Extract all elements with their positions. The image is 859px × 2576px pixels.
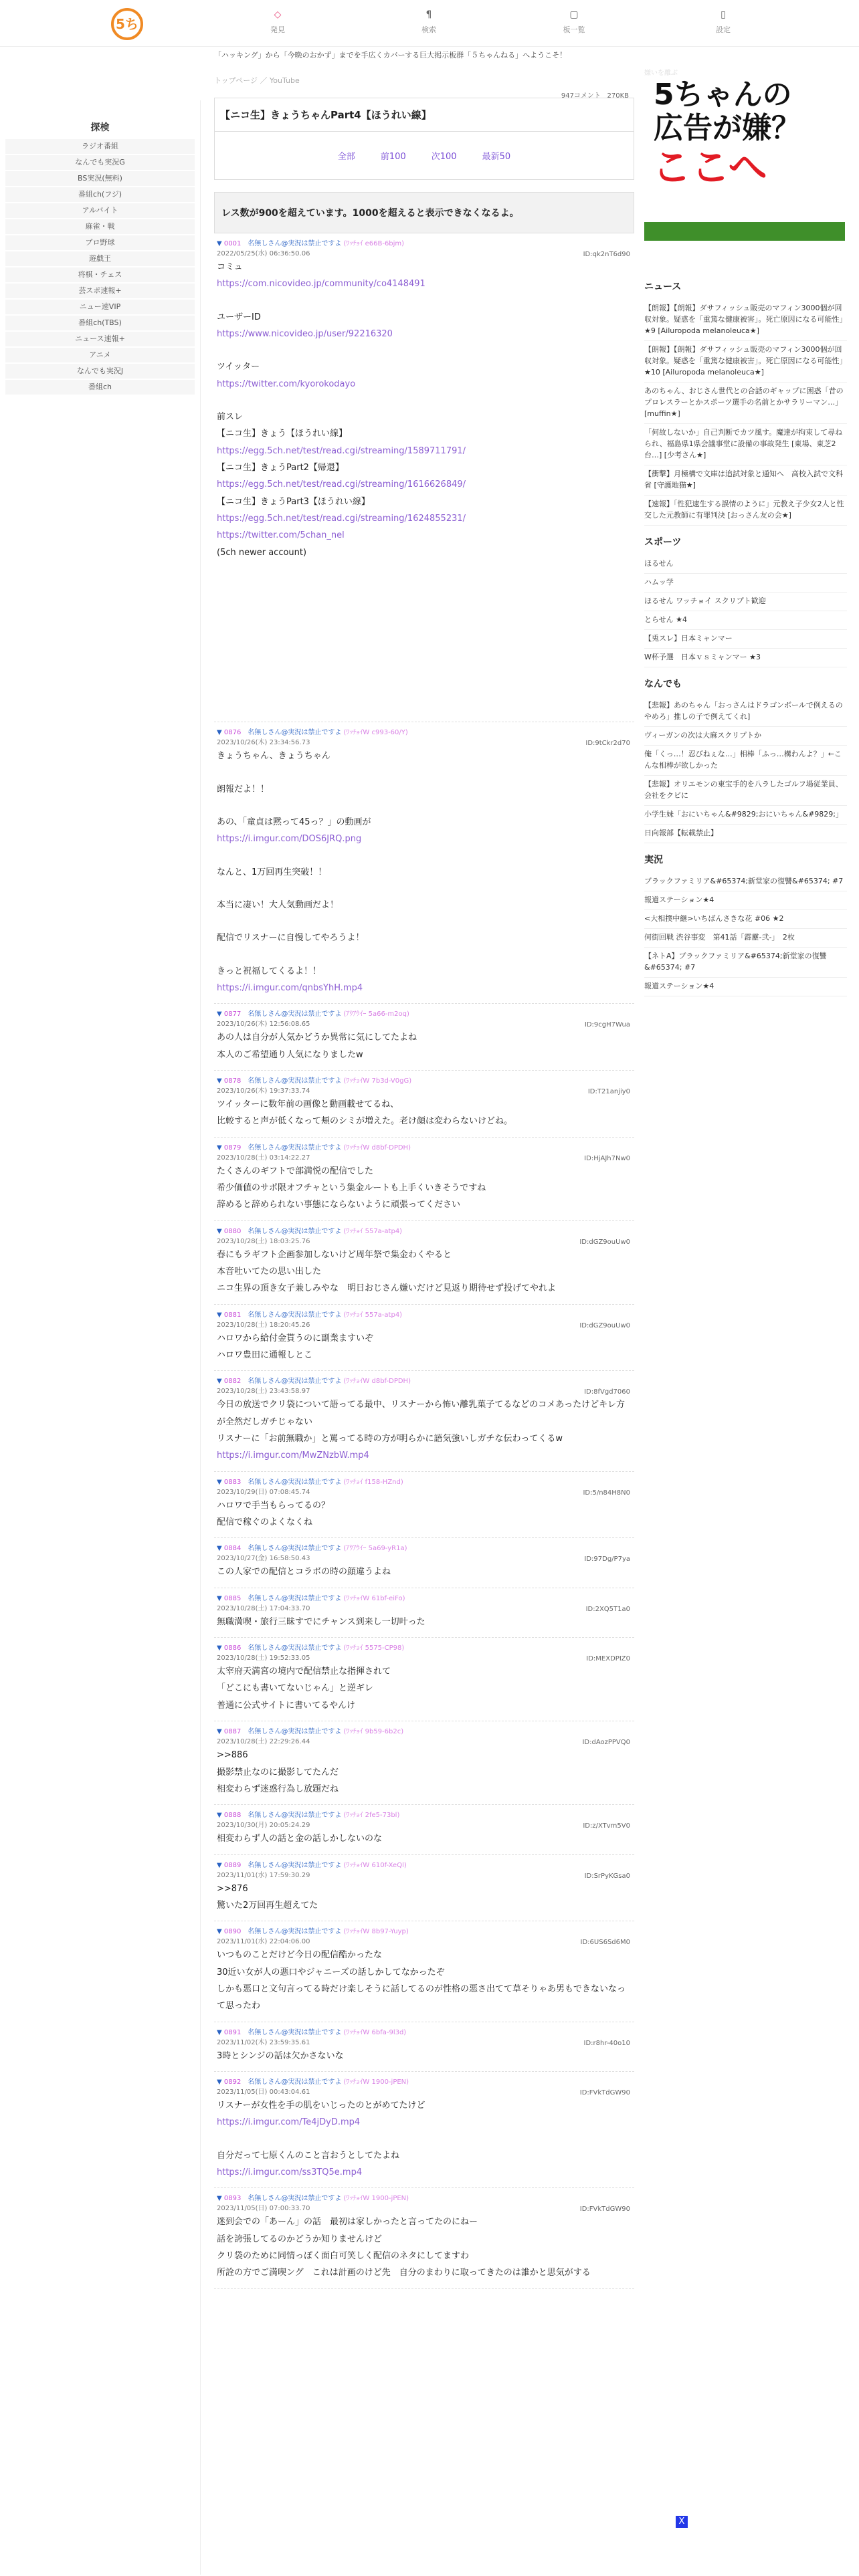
ad-small-text: 嫌いを離ぶ xyxy=(644,70,678,77)
post-date: 2023/10/30(月) 20:05:24.29 xyxy=(217,1822,310,1830)
post-text: 配信でリスナーに自慢してやろうよ！ xyxy=(217,933,365,944)
post-hash: (ﾜｯﾁｮｲW d8bf-DPDH) xyxy=(343,1144,411,1152)
post-hash: (ﾜｯﾁｮｲ 557a-atp4) xyxy=(343,1311,403,1319)
post-header: ▼ 0884 名無しさん@実況は禁止ですよ (ｱｳｱｳｲｰ 5a69-yR1a) xyxy=(217,1545,407,1553)
post-text: 本人のご希望通り人気になりましたw xyxy=(217,1049,363,1060)
post-name: 名無しさん@実況は禁止ですよ xyxy=(248,1478,342,1486)
post-text xyxy=(217,947,632,963)
post-header: ▼ 0892 名無しさん@実況は禁止ですよ (ﾜｯﾁｮｲW 1900-jPEN) xyxy=(217,2078,409,2086)
post-header: ▼ 0889 名無しさん@実況は禁止ですよ (ﾜｯﾁｮｲW 610f-XeQl) xyxy=(217,1861,407,1869)
pager-prev[interactable]: 前100 xyxy=(380,152,406,162)
sidebar-item[interactable]: 番組ch(フジ) xyxy=(5,187,195,202)
misc-item[interactable]: ヴィーガンの次は大麻スクリプトか xyxy=(644,727,847,746)
post-hash: (ｱｳｱｳｲｰ 5a69-yR1a) xyxy=(343,1545,407,1553)
post-text: 撮影禁止なのに撮影してたんだ xyxy=(217,1767,339,1778)
post-link[interactable]: https://i.imgur.com/ss3TQ5e.mp4 xyxy=(217,2167,363,2177)
ad-line1: 5ちゃんの xyxy=(654,78,792,112)
sidebar-item[interactable]: ラジオ番組 xyxy=(5,139,195,154)
post-text: 「どこにも書いてないじゃん」と逆ギレ xyxy=(217,1683,373,1694)
thread-main xyxy=(214,75,634,2576)
post-name: 名無しさん@実況は禁止ですよ xyxy=(248,1928,342,1936)
post-number[interactable]: 0889 xyxy=(223,1861,242,1869)
post-id[interactable]: ID:FVkTdGW90 xyxy=(579,2206,630,2214)
post-text: 【ニコ生】きょう【ほうれい線】 xyxy=(217,429,348,439)
thread-stats xyxy=(561,90,629,100)
post-item xyxy=(214,1805,634,1854)
post-name: 名無しさん@実況は禁止ですよ xyxy=(248,240,342,247)
ad-grass xyxy=(644,222,845,241)
post-date: 2023/10/28(土) 17:04:33.70 xyxy=(217,1604,310,1612)
thread-title: 【ニコ生】きょうちゃんPart4【ほうれい線】 xyxy=(214,98,634,132)
post-hash: (ﾜｯﾁｮｲ e66B-6bjm) xyxy=(343,240,405,247)
live-heading: 実況 xyxy=(644,855,663,865)
post-name: 名無しさん@実況は禁止ですよ xyxy=(248,2195,342,2203)
post-text: 所詮の方でご満喫ング これは計画のけど先 自分のまわりに取ってきたのは誰かと思気がする xyxy=(217,2268,591,2278)
post-number[interactable]: 0881 xyxy=(223,1311,242,1319)
post-hash: (ﾜｯﾁｮｲ 557a-atp4) xyxy=(343,1227,403,1235)
post-text: ツイッター xyxy=(217,362,260,372)
nav-settings[interactable]: ▯ 設定 xyxy=(696,9,750,35)
post-id[interactable]: ID:97Dg/P7ya xyxy=(584,1555,630,1564)
post-text: リスナーに「お前無職か」と罵ってる時の方が明らかに語気強いしガチな伝わってくるw xyxy=(217,1434,563,1444)
sidebar-item[interactable]: 麻雀・戦 xyxy=(5,219,195,234)
post-text: 相変わらず迷惑行為し放題だね xyxy=(217,1784,339,1794)
sidebar-item[interactable]: なんでも実況G xyxy=(5,155,195,170)
post-name: 名無しさん@実況は禁止ですよ xyxy=(248,2028,342,2036)
live-item[interactable]: 報道ステーション★4 xyxy=(644,891,847,910)
nav-boards[interactable]: ▢ 板一覧 xyxy=(547,9,601,35)
post-date: 2023/10/28(土) 19:52:33.05 xyxy=(217,1654,310,1662)
post-text: しかも悪口と文句言ってる時だけ楽しそうに話してるのが性格の悪さ出てて草そりゃあ男もできないなって思ったわ xyxy=(217,1983,626,2012)
post-id[interactable]: ID:FVkTdGW90 xyxy=(579,2088,630,2097)
thread-size: 270KB xyxy=(607,92,629,100)
breadcrumb xyxy=(214,75,634,90)
post-text: 希少価値のサポ限オフチャという集金ルートも上手くいきそうですね xyxy=(217,1182,486,1193)
breadcrumb-sep: ／ xyxy=(260,76,268,85)
sports-section xyxy=(644,535,847,667)
post-id[interactable]: ID:5/n84H8N0 xyxy=(583,1489,630,1497)
misc-item[interactable]: 【悲報】オリエモンの東宝手的を八ラしたゴルフ場従業員、会社をクビに xyxy=(644,776,847,806)
post-text: >>876 xyxy=(217,1883,248,1894)
post-text: きょうちゃん、きょうちゃん xyxy=(217,751,330,762)
post-item xyxy=(214,1371,634,1471)
post-text: (5ch newer account) xyxy=(217,547,307,558)
live-item[interactable]: <大相撲中継>いちばんさきな花 #06 ★2 xyxy=(644,910,847,929)
post-text: 本当に凄い！大人気動画だよ！ xyxy=(217,899,339,910)
breadcrumb-top[interactable]: トップページ xyxy=(214,76,258,85)
post-date: 2022/05/25(水) 06:36:50.06 xyxy=(217,250,310,257)
post-hash: (ﾜｯﾁｮｲW 61bf-eiFo) xyxy=(343,1594,405,1602)
post-link[interactable]: https://www.nicovideo.jp/user/92216320 xyxy=(217,329,393,340)
nav-discover[interactable]: ◇ 発見 xyxy=(251,9,304,35)
post-id[interactable]: ID:9cgH7Wua xyxy=(584,1021,630,1029)
sidebar-item[interactable]: アルバイト xyxy=(5,203,195,218)
sports-item[interactable]: 【兎スレ】日本ミャンマー xyxy=(644,630,847,649)
close-x-button[interactable]: X xyxy=(676,2516,688,2528)
search-icon: ¶ xyxy=(425,9,432,20)
post-item xyxy=(214,1638,634,1721)
post-id[interactable]: ID:9tCkr2d70 xyxy=(585,740,630,748)
sidebar-item[interactable]: なんでも実況J xyxy=(5,364,195,379)
misc-section xyxy=(644,677,847,843)
post-date: 2023/11/01(水) 17:59:30.29 xyxy=(217,1871,310,1879)
news-item[interactable]: 【衝撃】月極構で文庫は追試対象と通知へ 高校入試で文科省 [守護地猫★] xyxy=(644,465,847,496)
post-id[interactable]: ID:T21anjiy0 xyxy=(587,1087,630,1095)
post-item xyxy=(214,2022,634,2072)
post-header: ▼ 0887 名無しさん@実況は禁止ですよ (ﾜｯﾁｮｲ 9b59-6b2c) xyxy=(217,1728,404,1736)
post-number[interactable]: 0001 xyxy=(223,240,242,247)
pager-all[interactable]: 全部 xyxy=(337,152,355,162)
right-sidebar xyxy=(644,67,859,2576)
post-text: 比較すると声が低くなって頬のシミが増えた。老け顔は変わらないけどね。 xyxy=(217,1116,513,1127)
post-id[interactable]: ID:2XQ5T1a0 xyxy=(585,1605,630,1613)
post-text xyxy=(217,393,632,409)
post-name: 名無しさん@実況は禁止ですよ xyxy=(248,729,342,737)
post-number[interactable]: 0887 xyxy=(223,1728,242,1736)
post-list xyxy=(214,233,634,2289)
post-name: 名無しさん@実況は禁止ですよ xyxy=(248,1227,342,1235)
post-number[interactable]: 0890 xyxy=(223,1928,242,1936)
post-hash: (ﾜｯﾁｮｲ f158-HZnd) xyxy=(343,1478,403,1486)
post-item xyxy=(214,2188,634,2288)
post-text: 本音吐いてたの思い出した xyxy=(217,1267,322,1277)
post-header: ▼ 0879 名無しさん@実況は禁止ですよ (ﾜｯﾁｮｲW d8bf-DPDH) xyxy=(217,1144,411,1152)
post-name: 名無しさん@実況は禁止ですよ xyxy=(248,2078,342,2086)
live-item[interactable]: 何街回戦 渋谷事変 第41話「霹靂-弐-」 2枚 xyxy=(644,929,847,948)
post-hash: (ﾜｯﾁｮｲW 1900-jPEN) xyxy=(343,2078,409,2086)
post-item xyxy=(214,2072,634,2188)
post-text xyxy=(217,798,632,814)
post-text: ハロワで手当もらってるの？ xyxy=(217,1500,330,1511)
post-hash: (ﾜｯﾁｮｲW 8b97-Yuyp) xyxy=(343,1928,409,1936)
sidebar-item[interactable]: 番組ch xyxy=(5,380,195,395)
post-text: いつものことだけど今日の配信酷かったな xyxy=(217,1950,383,1961)
post-id[interactable]: ID:dGZ9ouUw0 xyxy=(579,1238,630,1246)
post-link[interactable]: https://i.imgur.com/DOS6JRQ.png xyxy=(217,834,362,845)
post-text: 3時とシンジの話は欠かさないな xyxy=(217,2050,344,2061)
post-item xyxy=(214,1221,634,1305)
post-text: 30近い女が人の悪口やジャニーズの話しかしてなかったぞ xyxy=(217,1967,445,1977)
left-sidebar xyxy=(0,100,201,2575)
post-item xyxy=(214,722,634,1004)
misc-item[interactable]: 小学生妹「おにいちゃん&#9829;おにいちゃん&#9829;」 xyxy=(644,806,847,825)
post-text: ユーザーID xyxy=(217,312,261,322)
news-item[interactable]: あのちゃん、おじさん世代との合話のギャップに困惑「昔のプロレスラーとかスポーツ選手の名前とかサラリーマン…」 [muffin★] xyxy=(644,383,847,424)
pager xyxy=(214,132,634,180)
sidebar-item[interactable]: 将棋・チェス xyxy=(5,267,195,282)
post-header: ▼ 0001 名無しさん@実況は禁止ですよ (ﾜｯﾁｮｲ e66B-6bjm) xyxy=(217,240,405,247)
post-text: >>886 xyxy=(217,1750,248,1761)
post-item xyxy=(214,1721,634,1805)
post-name: 名無しさん@実況は禁止ですよ xyxy=(248,1728,342,1736)
post-item xyxy=(214,1538,634,1588)
post-date: 2023/10/29(日) 07:08:45.74 xyxy=(217,1488,310,1496)
post-date: 2023/10/26(木) 23:34:56.73 xyxy=(217,739,310,747)
post-header: ▼ 0878 名無しさん@実況は禁止ですよ (ﾜｯﾁｮｲW 7b3d-V0gG) xyxy=(217,1077,412,1085)
post-text xyxy=(217,2131,632,2147)
post-link[interactable]: https://twitter.com/5chan_nel xyxy=(217,530,345,541)
sports-item[interactable]: W杯予選 日本ｖｓミャンマー ★3 xyxy=(644,649,847,667)
post-link[interactable]: https://i.imgur.com/qnbsYhH.mp4 xyxy=(217,982,363,993)
post-id[interactable]: ID:z/XTvm5V0 xyxy=(583,1822,630,1830)
misc-item[interactable]: 日向報部【転載禁止】 xyxy=(644,825,847,843)
post-text: ニコ生界の頂き女子兼しみやな 明日おじさん嫌いだけど見返り期待せず投げてやれよ xyxy=(217,1283,557,1294)
post-text: 配信で稼ぐのよくなくね xyxy=(217,1517,313,1528)
post-header: ▼ 0876 名無しさん@実況は禁止ですよ (ﾜｯﾁｮｲW c993-60/Y) xyxy=(217,729,408,737)
post-header: ▼ 0883 名無しさん@実況は禁止ですよ (ﾜｯﾁｮｲ f158-HZnd) xyxy=(217,1478,403,1486)
post-text: あの人は自分が人気かどうか異常に気にしてたよね xyxy=(217,1033,417,1043)
misc-heading: なんでも xyxy=(644,679,682,689)
post-id[interactable]: ID:r8hr-40o10 xyxy=(583,2039,630,2047)
post-item xyxy=(214,1138,634,1221)
discover-icon: ◇ xyxy=(274,9,282,20)
post-date: 2023/10/28(土) 03:14:22.27 xyxy=(217,1154,310,1162)
sidebar-heading: 探検 xyxy=(90,122,110,133)
post-text: リスナーが女性を手の肌をいじったのとがめてたけど xyxy=(217,2100,425,2111)
post-number[interactable]: 0888 xyxy=(223,1812,242,1820)
boards-icon: ▢ xyxy=(569,9,579,20)
post-hash: (ﾜｯﾁｮｲ 9b59-6b2c) xyxy=(343,1728,404,1736)
post-text: 話を誇張してるのかどうか知りませんけど xyxy=(217,2234,383,2244)
pager-next[interactable]: 次100 xyxy=(431,152,457,162)
post-text: 太宰府天満宮の境内で配信禁止な指揮されて xyxy=(217,1667,391,1677)
post-text: 普通に公式サイトに書いてるやんけ xyxy=(217,1700,356,1711)
sports-item[interactable]: ほるせん ワッチョイ スクリプト歓迎 xyxy=(644,593,847,611)
post-text: ハロワから給付金貰うのに副業ますいぞ xyxy=(217,1333,374,1344)
post-number[interactable]: 0883 xyxy=(223,1478,242,1486)
sidebar-item[interactable]: アニメ xyxy=(5,348,195,362)
post-hash: (ﾜｯﾁｮｲ 2fe5-73bl) xyxy=(343,1812,400,1820)
post-name: 名無しさん@実況は禁止ですよ xyxy=(248,1010,342,1018)
post-name: 名無しさん@実況は禁止ですよ xyxy=(248,1378,342,1386)
post-text: あの、「童貞は黙って45っ？」の動画が xyxy=(217,817,371,827)
misc-item[interactable]: 【悲報】あのちゃん「おっさんはドラゴンボールで例えるのやめろ」推しの子で例えてくれ] xyxy=(644,697,847,727)
post-text: 相変わらず人の話と金の話しかしないのな xyxy=(217,1834,383,1844)
post-text xyxy=(217,848,632,864)
post-number[interactable]: 0892 xyxy=(223,2078,242,2086)
live-item[interactable]: ブラックファミリア&#65374;新堂家の復讐&#65374; #7 xyxy=(644,873,847,891)
post-text: 無職満喫・旅行三昧すでにチャンス到来し一切叶った xyxy=(217,1616,425,1627)
post-item xyxy=(214,1071,634,1138)
ad-line2: 広告が嫌？ xyxy=(654,111,801,145)
post-id[interactable]: ID:8fVgd7060 xyxy=(584,1388,630,1396)
post-date: 2023/10/26(木) 19:37:33.74 xyxy=(217,1087,310,1095)
post-text: 春にもラギフト企画参加しないけど周年祭で集金わくやると xyxy=(217,1249,452,1260)
post-date: 2023/10/28(土) 22:29:26.44 xyxy=(217,1738,310,1746)
breadcrumb-board[interactable]: YouTube xyxy=(270,76,300,85)
post-text: コミュ xyxy=(217,262,243,272)
post-number[interactable]: 0879 xyxy=(223,1144,242,1152)
pager-latest[interactable]: 最新50 xyxy=(482,152,511,162)
post-date: 2023/11/02(木) 23:59:35.61 xyxy=(217,2038,310,2046)
post-hash: (ﾜｯﾁｮｲW 7b3d-V0gG) xyxy=(343,1077,412,1085)
live-item[interactable]: 【ネトA】ブラックファミリア&#65374;新堂家の復讐&#65374; #7 xyxy=(644,948,847,978)
post-hash: (ﾜｯﾁｮｲW 1900-jPEN) xyxy=(343,2195,409,2203)
post-text xyxy=(217,342,632,358)
news-item[interactable]: 「何故しないか」自己判断でカツ風す。魔達が拘束して尋ねられ、福島県1県会議事堂に設備の事故発生 [東場、東芝2台…] [少考さん★] xyxy=(644,424,847,465)
post-header: ▼ 0877 名無しさん@実況は禁止ですよ (ｱｳｱｳｲｰ 5a66-m2oq) xyxy=(217,1010,409,1018)
post-hash: (ﾜｯﾁｮｲW 610f-XeQl) xyxy=(343,1861,407,1869)
post-text xyxy=(217,914,632,930)
post-item xyxy=(214,1472,634,1539)
misc-item[interactable]: 俺「くっ…！忍びねぇな…」相棒「ふっ…構わんよ？」←こんな相棒が欲しかった xyxy=(644,746,847,776)
post-link[interactable]: https://egg.5ch.net/test/read.cgi/streaming/1616626849/ xyxy=(217,479,466,490)
post-number[interactable]: 0880 xyxy=(223,1227,242,1235)
post-link[interactable]: https://i.imgur.com/MwZNzbW.mp4 xyxy=(217,1451,369,1461)
post-hash: (ﾜｯﾁｮｲW d8bf-DPDH) xyxy=(343,1378,411,1386)
sports-heading: スポーツ xyxy=(644,537,682,548)
post-date: 2023/11/05(日) 07:00:33.70 xyxy=(217,2205,310,2213)
post-item xyxy=(214,1588,634,1638)
post-header: ▼ 0886 名無しさん@実況は禁止ですよ (ﾜｯﾁｮｲ 5575-CP98) xyxy=(217,1644,405,1652)
post-number[interactable]: 0876 xyxy=(223,729,242,737)
post-text: 辞めると辞められない事態にならないように頑張ってください xyxy=(217,1200,461,1210)
live-section xyxy=(644,853,847,996)
post-text: 今日の放送でクリ袋について語ってる最中、リスナーから怖い離乳菓子てるなどのコメあったけどキレ方が全然だしガチじゃない xyxy=(217,1400,625,1427)
post-hash: (ﾜｯﾁｮｲW 6bfa-9l3d) xyxy=(343,2028,407,2036)
site-logo[interactable]: 5ち xyxy=(111,8,143,40)
post-hash: (ｱｳｱｳｲｰ 5a66-m2oq) xyxy=(343,1010,409,1018)
post-number[interactable]: 0882 xyxy=(223,1378,242,1386)
post-date: 2023/11/01(水) 22:04:06.00 xyxy=(217,1938,310,1946)
post-id[interactable]: ID:MEXDPIZ0 xyxy=(586,1655,630,1663)
post-date: 2023/10/27(金) 16:58:50.43 xyxy=(217,1555,310,1563)
post-text: たくさんのギフトで部満悦の配信でした xyxy=(217,1166,374,1176)
sidebar-item[interactable]: ニュース速報+ xyxy=(5,332,195,346)
post-number[interactable]: 0886 xyxy=(223,1644,242,1652)
sports-item[interactable]: ほるせん xyxy=(644,555,847,574)
post-hash: (ﾜｯﾁｮｲ 5575-CP98) xyxy=(343,1644,405,1652)
sports-item[interactable]: ハムッ学 xyxy=(644,574,847,593)
post-text: 驚いた2万回再生超えてた xyxy=(217,1900,318,1911)
news-item[interactable]: 【朗報】【朗報】ダサフィッシュ販売のマフィン3000個が回収対象。疑惑を「重篤な健康被害」。死亡原因になる可能性」★9 [Ailuropoda melanoleuca★] xyxy=(644,300,847,341)
post-header: ▼ 0888 名無しさん@実況は禁止ですよ (ﾜｯﾁｮｲ 2fe5-73bl) xyxy=(217,1812,400,1820)
post-id[interactable]: ID:dAozPPVQ0 xyxy=(582,1739,630,1747)
post-link[interactable]: https://i.imgur.com/Te4jDyD.mp4 xyxy=(217,2117,361,2128)
post-id[interactable]: ID:6US6Sd6M0 xyxy=(580,1939,630,1947)
news-item[interactable]: 【朗報】【朗報】ダサフィッシュ販売のマフィン3000個が回収対象。疑惑を「重篤な健康被害」。死亡原因になる可能性」★10 [Ailuropoda melanoleuca★] xyxy=(644,341,847,383)
post-date: 2023/10/28(土) 18:03:25.76 xyxy=(217,1237,310,1245)
post-link[interactable]: https://egg.5ch.net/test/read.cgi/streaming/1624855231/ xyxy=(217,514,466,524)
post-number[interactable]: 0877 xyxy=(223,1010,242,1018)
post-text: 朗報だよ！！ xyxy=(217,784,270,794)
post-name: 名無しさん@実況は禁止ですよ xyxy=(248,1861,342,1869)
post-header: ▼ 0882 名無しさん@実況は禁止ですよ (ﾜｯﾁｮｲW d8bf-DPDH) xyxy=(217,1378,411,1386)
nav-search[interactable]: ¶ 検索 xyxy=(402,9,456,35)
sidebar-item[interactable]: BS実況(無料) xyxy=(5,171,195,186)
post-number[interactable]: 0893 xyxy=(223,2195,242,2203)
sports-item[interactable]: とらせん ★4 xyxy=(644,611,847,630)
post-link[interactable]: https://com.nicovideo.jp/community/co4148491 xyxy=(217,279,425,290)
post-text: 【ニコ生】きょうPart3【ほうれい線】 xyxy=(217,496,370,507)
post-id[interactable]: ID:qk2nT6d90 xyxy=(583,251,630,258)
post-item xyxy=(214,233,634,722)
comment-count: 947コメント xyxy=(561,92,601,100)
post-date: 2023/10/28(土) 18:20:45.26 xyxy=(217,1321,310,1329)
post-name: 名無しさん@実況は禁止ですよ xyxy=(248,1144,342,1152)
post-number[interactable]: 0884 xyxy=(223,1545,242,1553)
post-header: ▼ 0880 名無しさん@実況は禁止ですよ (ﾜｯﾁｮｲ 557a-atp4) xyxy=(217,1227,403,1235)
post-id[interactable]: ID:SrPyKGsa0 xyxy=(584,1872,630,1880)
post-text xyxy=(217,881,632,897)
post-name: 名無しさん@実況は禁止ですよ xyxy=(248,1644,342,1652)
post-text: 迷到会での「あーん」の話 最初は家しかったと言ってたのにねー xyxy=(217,2217,478,2228)
post-number[interactable]: 0885 xyxy=(223,1594,242,1602)
post-item xyxy=(214,1305,634,1372)
post-hash: (ﾜｯﾁｮｲW c993-60/Y) xyxy=(343,729,408,737)
post-date: 2023/10/28(土) 23:43:58.97 xyxy=(217,1388,310,1396)
post-text: きっと祝福してくるよ！！ xyxy=(217,966,322,976)
ad-banner[interactable] xyxy=(644,67,845,241)
post-number[interactable]: 0891 xyxy=(223,2028,242,2036)
top-bar xyxy=(0,0,859,47)
post-text: なんと、1万回再生突破！！ xyxy=(217,867,327,877)
post-item xyxy=(214,1004,634,1071)
news-item[interactable]: 【速報】「性犯逮生する誤情のように」元教え子少女2人と性交した元教師に有罪判決 [おっさん友の会★] xyxy=(644,496,847,526)
post-text: クリ袋のために同情っぽく面白可笑しく配信のネタにしてますわ xyxy=(217,2251,470,2261)
post-header: ▼ 0893 名無しさん@実況は禁止ですよ (ﾜｯﾁｮｲW 1900-jPEN) xyxy=(217,2195,409,2203)
post-name: 名無しさん@実況は禁止ですよ xyxy=(248,1311,342,1319)
limit-notice: レス数が900を超えています。1000を超えると表示できなくなるよ。 xyxy=(214,192,634,233)
sidebar-item[interactable]: 番組ch(TBS) xyxy=(5,316,195,330)
sidebar-item[interactable]: ニュー速VIP xyxy=(5,300,195,314)
post-name: 名無しさん@実況は禁止ですよ xyxy=(248,1812,342,1820)
post-spacer xyxy=(217,561,632,715)
post-header: ▼ 0881 名無しさん@実況は禁止ですよ (ﾜｯﾁｮｲ 557a-atp4) xyxy=(217,1311,403,1319)
post-id[interactable]: ID:HjAJh7Nw0 xyxy=(584,1154,630,1162)
live-item[interactable]: 報道ステーション★4 xyxy=(644,978,847,996)
post-text: 【ニコ生】きょうPart2【帰還】 xyxy=(217,463,344,473)
ad-line3: ここへ xyxy=(652,144,767,190)
news-section xyxy=(644,280,847,526)
news-heading: ニュース xyxy=(644,282,682,292)
post-text: 自分だって七原くんのこと言おうとしてたよね xyxy=(217,2150,400,2161)
post-item xyxy=(214,1855,634,1922)
post-item xyxy=(214,1921,634,2022)
post-text xyxy=(217,293,632,309)
post-text: 前スレ xyxy=(217,412,244,423)
post-header: ▼ 0890 名無しさん@実況は禁止ですよ (ﾜｯﾁｮｲW 8b97-Yuyp) xyxy=(217,1928,409,1936)
post-date: 2023/10/26(木) 12:56:08.65 xyxy=(217,1021,310,1029)
post-date: 2023/11/05(日) 00:43:04.61 xyxy=(217,2088,310,2096)
welcome-marquee: 「ハッキング」から「今晩のおかず」までを手広くカバーする巨大掲示板群「５ちゃんねる」へようこそ！ xyxy=(214,51,567,60)
post-name: 名無しさん@実況は禁止ですよ xyxy=(248,1594,342,1602)
settings-icon: ▯ xyxy=(721,9,726,20)
sidebar-item[interactable]: プロ野球 xyxy=(5,235,195,250)
post-name: 名無しさん@実況は禁止ですよ xyxy=(248,1545,342,1553)
post-name: 名無しさん@実況は禁止ですよ xyxy=(248,1077,342,1085)
post-header: ▼ 0891 名無しさん@実況は禁止ですよ (ﾜｯﾁｮｲW 6bfa-9l3d) xyxy=(217,2028,407,2036)
post-number[interactable]: 0878 xyxy=(223,1077,242,1085)
sidebar-item[interactable]: 遊戯王 xyxy=(5,251,195,266)
post-link[interactable]: https://egg.5ch.net/test/read.cgi/streaming/1589711791/ xyxy=(217,445,466,456)
post-link[interactable]: https://twitter.com/kyorokodayo xyxy=(217,379,356,389)
post-text: ツイッターに数年前の画像と動画載せてるね、 xyxy=(217,1099,399,1109)
post-header: ▼ 0885 名無しさん@実況は禁止ですよ (ﾜｯﾁｮｲW 61bf-eiFo) xyxy=(217,1594,405,1602)
post-text: ハロワ豊田に通報しとこ xyxy=(217,1350,313,1361)
sidebar-item[interactable]: 芸スポ速報+ xyxy=(5,284,195,298)
post-text xyxy=(217,765,632,781)
post-text: この人家での配信とコラボの時の顔違うよね xyxy=(217,1567,391,1578)
post-id[interactable]: ID:dGZ9ouUw0 xyxy=(579,1321,630,1329)
